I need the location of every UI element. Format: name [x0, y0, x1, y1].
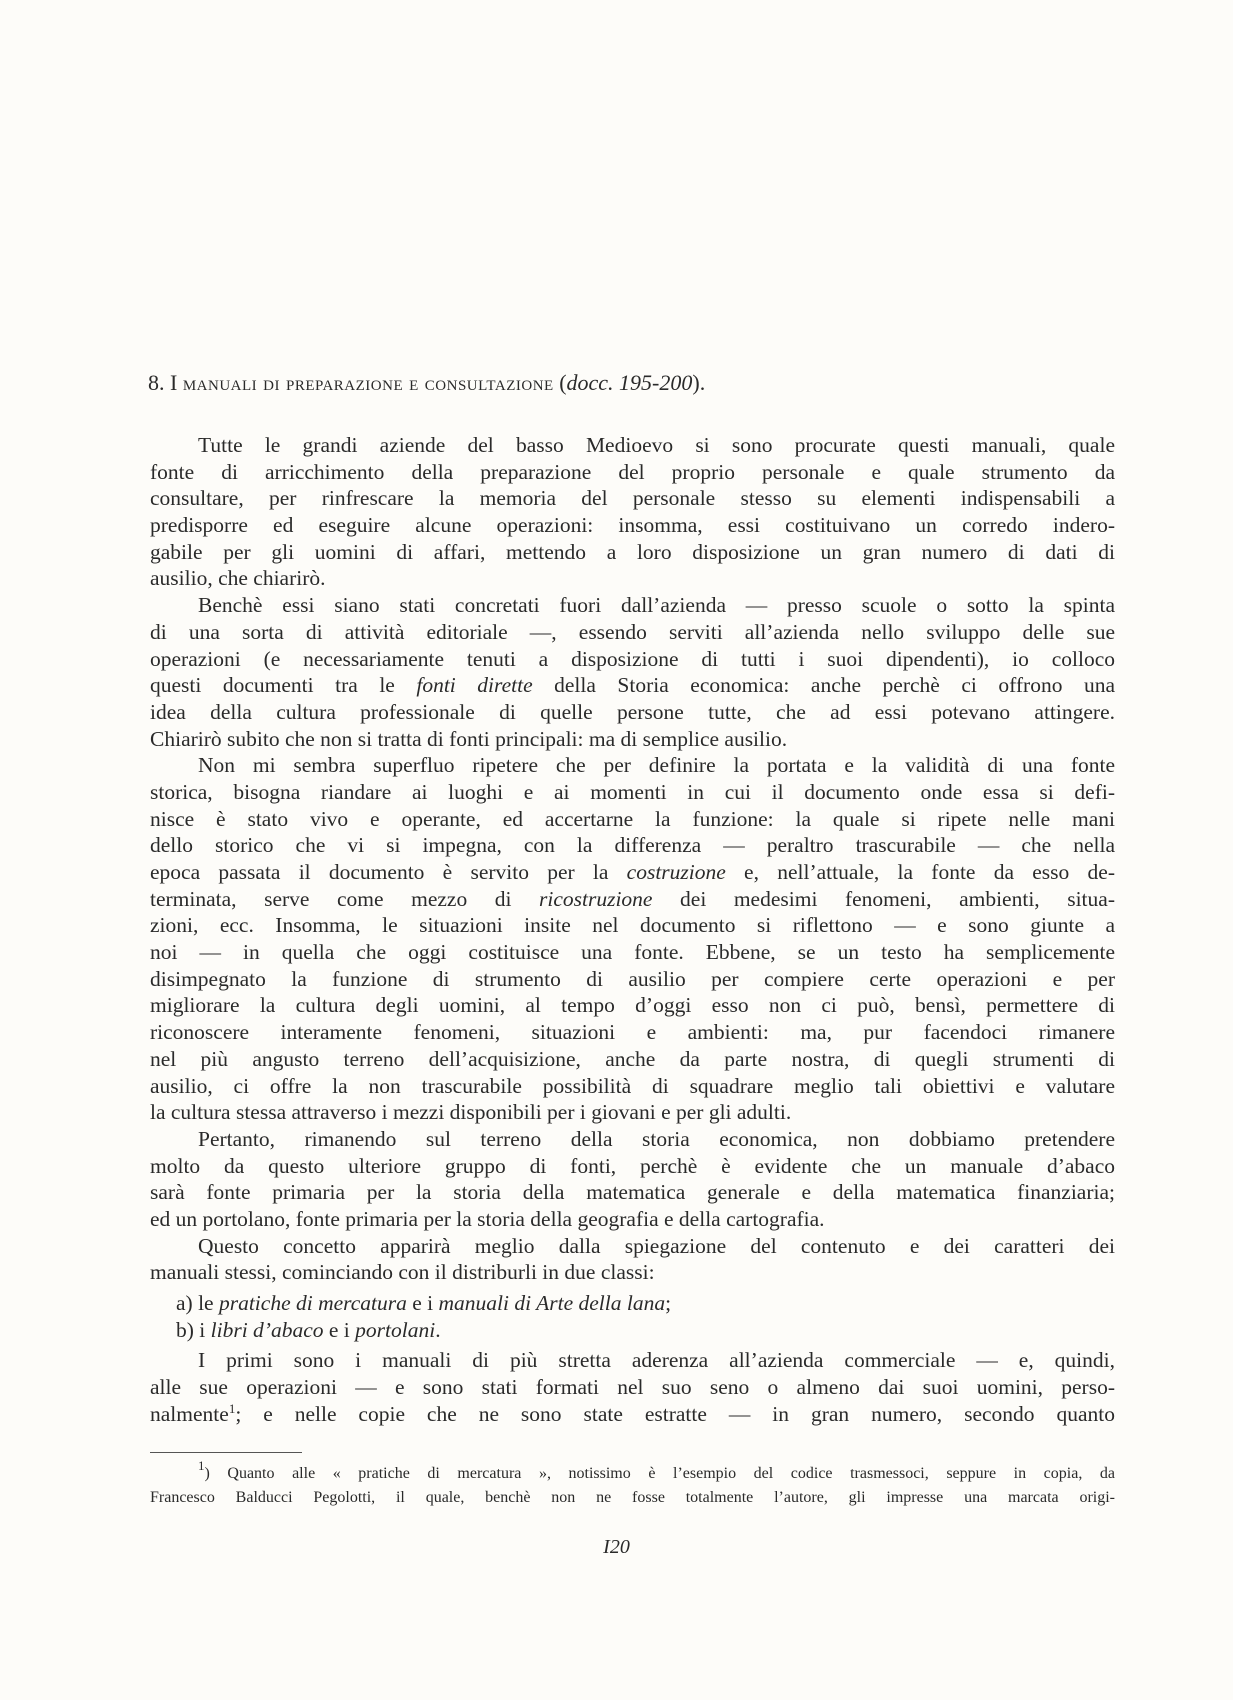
section-heading — [148, 370, 705, 396]
italic-text: fonti dirette — [416, 673, 533, 698]
text-line — [150, 619, 1115, 646]
paren-open: ( — [559, 370, 567, 395]
text-line — [150, 1233, 1115, 1260]
text-line — [150, 699, 1115, 726]
text-segment: . — [435, 1317, 441, 1342]
text-line — [150, 646, 1115, 673]
text-line — [150, 485, 1115, 512]
paren-close: ). — [692, 370, 706, 395]
text-segment: Francesco Balducci Pegolotti, il quale, benchè non ne fosse totalmente l’autore, gli impresse una marcata origi- — [150, 1489, 1115, 1506]
section-number: 8. I — [148, 370, 178, 395]
footnote-line — [150, 1486, 1115, 1510]
text-segment: storica, bisogna riandare ai luoghi e ai momenti in cui il documento onde essa si defi- — [150, 779, 1115, 804]
text-segment: Questo concetto apparirà meglio dalla spiegazione del contenuto e dei caratteri dei — [198, 1233, 1115, 1258]
text-segment: e i — [406, 1291, 439, 1315]
text-segment: predisporre ed eseguire alcune operazioni: insomma, essi costituivano un corredo indero- — [150, 513, 1115, 538]
page-number: I20 — [603, 1536, 630, 1558]
italic-text: libri d’abaco — [210, 1317, 324, 1342]
text-segment: epoca passata il documento è servito per la — [150, 860, 627, 884]
footnote-line — [150, 1458, 1115, 1486]
text-line — [150, 992, 1115, 1019]
text-line — [150, 1126, 1115, 1153]
text-segment: Non mi sembra superfluo ripetere che per definire la portata e la validità di una fonte — [198, 753, 1115, 778]
text-line — [150, 1206, 1115, 1233]
document-reference: docc. 195-200 — [566, 370, 693, 395]
text-line — [150, 832, 1115, 859]
text-line — [150, 1259, 1115, 1286]
italic-text: manuali di Arte della lana — [438, 1291, 666, 1315]
italic-text: portolani — [355, 1317, 436, 1342]
text-segment: alle sue operazioni — e sono stati formati nel suo seno o almeno dai suoi uomini, perso- — [150, 1375, 1115, 1400]
text-segment: nisce è stato vivo e operante, ed accertarne la funzione: la quale si ripete nelle mani — [150, 806, 1115, 831]
text-segment: b) i — [176, 1317, 211, 1342]
text-line — [150, 512, 1115, 539]
text-segment: fonte di arricchimento della preparazione del proprio personale e quale strumento da — [150, 459, 1115, 484]
text-line — [150, 1153, 1115, 1180]
text-segment: nel più angusto terreno dell’acquisizione, anche da parte nostra, di quegli strumenti di — [150, 1046, 1115, 1071]
text-line — [150, 565, 1115, 592]
text-segment: ausilio, ci offre la non trascurabile possibilità di squadrare meglio tali obiettivi e valutare — [150, 1073, 1115, 1098]
text-segment: ; e nelle copie che ne sono state estratte — in gran numero, secondo quanto — [235, 1401, 1115, 1426]
text-segment: Pertanto, rimanendo sul terreno della storia economica, non dobbiamo pretendere — [198, 1126, 1115, 1151]
text-line — [150, 1019, 1115, 1046]
text-line — [150, 1290, 1115, 1317]
italic-text: pratiche di mercatura — [218, 1291, 407, 1315]
text-segment: della Storia economica: anche perchè ci offrono una — [532, 673, 1116, 698]
section-title: manuali di preparazione e consultazione — [182, 370, 554, 395]
text-segment: noi — in quella che oggi costituisce una fonte. Ebbene, se un testo ha semplicemente — [150, 940, 1115, 965]
text-segment: Chiarirò subito che non si tratta di fonti principali: ma di semplice ausilio. — [150, 726, 788, 751]
text-line — [150, 886, 1115, 913]
text-line — [150, 779, 1115, 806]
text-line — [150, 1073, 1115, 1100]
text-line — [150, 459, 1115, 486]
footnote-marker: 1 — [228, 1400, 236, 1416]
text-segment: ; — [665, 1291, 672, 1315]
text-segment: dello storico che vi si impegna, con la differenza — peraltro trascurabile — che nella — [150, 833, 1115, 858]
text-segment: Tutte le grandi aziende del basso Medioevo si sono procurate questi manuali, quale — [198, 433, 1115, 457]
text-segment: di una sorta di attività editoriale —, essendo serviti all’azienda nello sviluppo delle sue — [150, 619, 1115, 644]
text-line — [150, 966, 1115, 993]
text-segment: la cultura stessa attraverso i mezzi disponibili per i giovani e per gli adulti. — [150, 1100, 792, 1125]
footnote — [150, 1458, 1115, 1510]
text-segment: riconoscere interamente fenomeni, situazioni e ambienti: ma, pur facendoci rimanere — [150, 1020, 1115, 1045]
text-line — [150, 859, 1115, 886]
text-segment: e, nell’attuale, la fonte da esso de- — [725, 860, 1115, 884]
text-segment: e i — [323, 1317, 356, 1342]
text-line — [150, 1179, 1115, 1206]
text-segment: dei medesimi fenomeni, ambienti, situa- — [652, 886, 1115, 911]
text-segment: I primi sono i manuali di più stretta aderenza all’azienda commerciale — e, quindi, — [198, 1348, 1115, 1373]
text-segment: migliorare la cultura degli uomini, al tempo d’oggi esso non ci può, bensì, permettere di — [150, 993, 1115, 1018]
text-line — [150, 1099, 1115, 1126]
text-segment: manuali stessi, cominciando con il distriburli in due classi: — [150, 1260, 655, 1285]
text-line — [150, 726, 1115, 753]
text-line — [150, 1046, 1115, 1073]
text-segment: ) Quanto alle « pratiche di mercatura », notissimo è l’esempio del codice trasmessoci, seppure in copia, da — [204, 1465, 1115, 1482]
text-line — [150, 1317, 1115, 1344]
italic-text: costruzione — [626, 860, 726, 884]
text-line — [150, 1374, 1115, 1401]
footnote-marker: 1 — [198, 1458, 205, 1473]
italic-text: ricostruzione — [539, 886, 653, 911]
text-line — [150, 752, 1115, 779]
text-segment: a) le — [176, 1291, 219, 1315]
text-segment: operazioni (e necessariamente tenuti a disposizione di tutti i suoi dipendenti), io colloco — [150, 646, 1115, 671]
text-segment: molto da questo ulteriore gruppo di fonti, perchè è evidente che un manuale d’abaco — [150, 1153, 1115, 1178]
text-segment: nalmente — [150, 1401, 229, 1426]
text-segment: ed un portolano, fonte primaria per la storia della geografia e della cartografia. — [150, 1206, 825, 1231]
text-segment: consultare, per rinfrescare la memoria del personale stesso su elementi indispensabili a — [150, 486, 1115, 511]
text-segment: questi documenti tra le — [150, 673, 417, 698]
text-line — [150, 806, 1115, 833]
text-segment: ausilio, che chiarirò. — [150, 566, 326, 591]
text-line — [150, 592, 1115, 619]
text-line — [150, 539, 1115, 566]
footnote-divider — [150, 1452, 302, 1453]
text-segment: idea della cultura professionale di quelle persone tutte, che ad essi potevano attingere. — [150, 699, 1115, 724]
text-segment: zioni, ecc. Insomma, le situazioni insite nel documento si riflettono — e sono giunte a — [150, 913, 1115, 938]
text-line — [150, 672, 1115, 699]
text-segment: Benchè essi siano stati concretati fuori dall’azienda — presso scuole o sotto la spinta — [198, 593, 1115, 618]
text-line — [150, 1401, 1115, 1428]
text-segment: terminata, serve come mezzo di — [150, 886, 539, 911]
text-line — [150, 1347, 1115, 1374]
text-segment: sarà fonte primaria per la storia della matematica generale e della matematica finanziaria; — [150, 1180, 1115, 1205]
text-segment: gabile per gli uomini di affari, mettendo a loro disposizione un gran numero di dati di — [150, 539, 1115, 564]
text-line — [150, 912, 1115, 939]
text-line — [150, 939, 1115, 966]
text-segment: disimpegnato la funzione di strumento di ausilio per compiere certe operazioni e per — [150, 966, 1115, 991]
text-line — [150, 432, 1115, 459]
body-text — [150, 432, 1115, 1427]
